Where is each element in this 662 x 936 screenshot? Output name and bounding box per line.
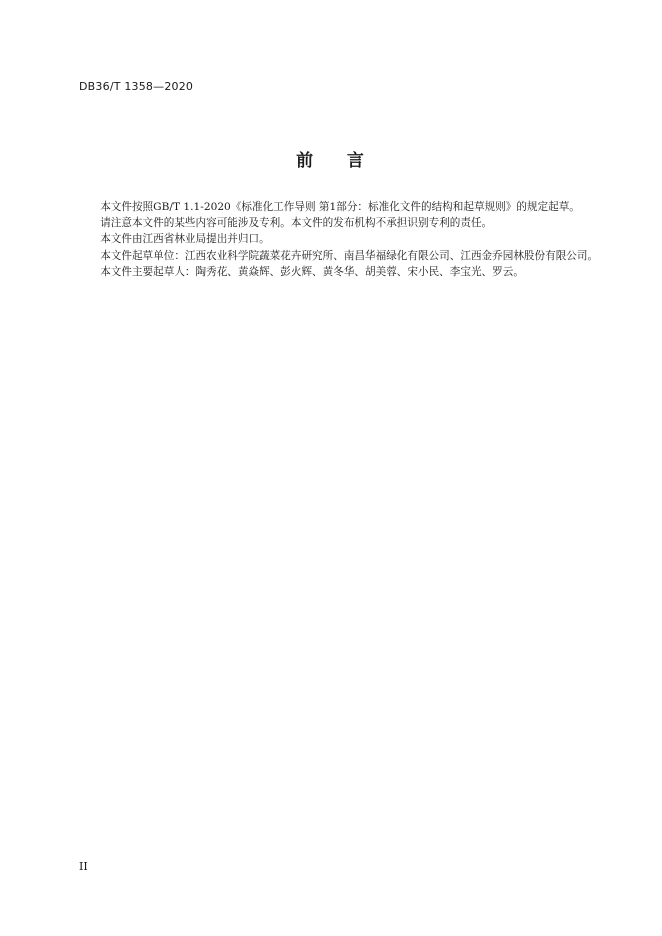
paragraph-patent-notice: 请注意本文件的某些内容可能涉及专利。本文件的发布机构不承担识别专利的责任。 [100, 217, 493, 230]
standard-code: DB36/T 1358—2020 [79, 80, 194, 93]
paragraph-drafting-rules: 本文件按照GB/T 1.1-2020《标准化工作导则 第1部分：标准化文件的结构和起草规则》的规定起草。 [100, 201, 580, 213]
section-title: 前 言 [296, 151, 366, 171]
paragraph-proposer: 本文件由江西省林业局提出并归口。 [100, 233, 270, 246]
paragraph-drafters: 本文件主要起草人：陶秀花、黄焱辉、彭火辉、黄冬华、胡美蓉、宋小民、李宝光、罗云。 [100, 265, 524, 278]
paragraph-drafting-units: 本文件起草单位：江西农业科学院蔬菜花卉研究所、南昌华福绿化有限公司、江西金乔园林股份有限公司。 [100, 249, 599, 262]
foreword-body [79, 199, 611, 280]
page-number: II [79, 860, 88, 873]
